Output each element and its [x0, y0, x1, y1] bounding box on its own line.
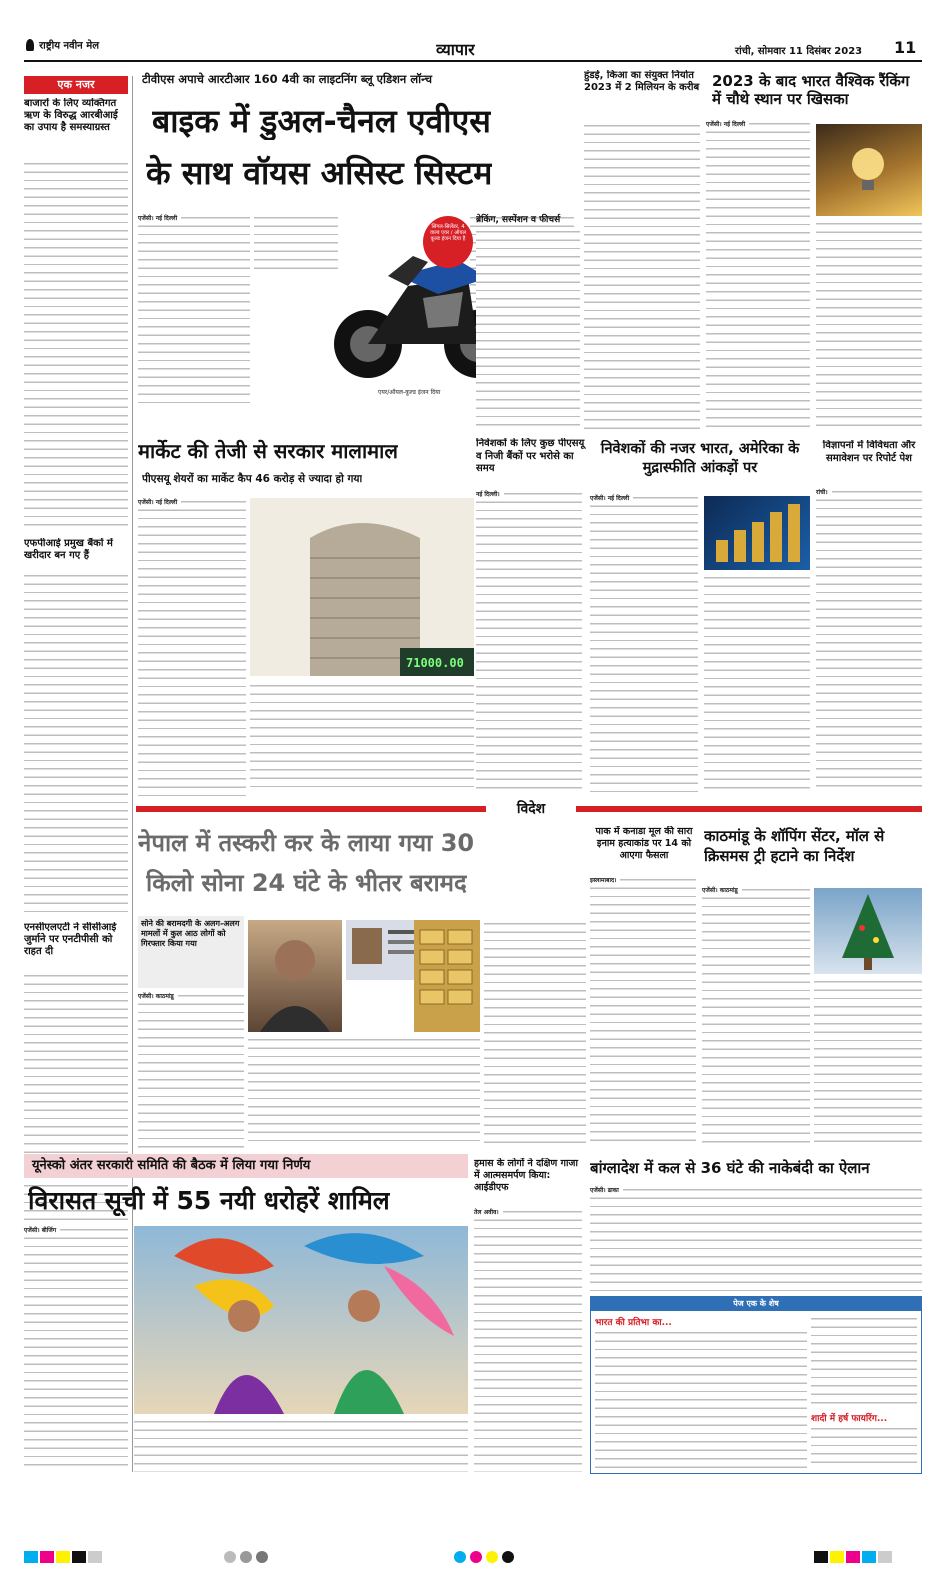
- unesco-story: [24, 1154, 468, 1474]
- unesco-dateline: एजेंसी। बीजिंग: [24, 1226, 60, 1234]
- tvs-dateline: एजेंसी। नई दिल्ली: [138, 214, 181, 222]
- inflation-body-1: [590, 494, 698, 792]
- pak-body: [590, 876, 696, 1148]
- sidebar-label: [24, 76, 128, 94]
- hamas-dateline: तेल अवीव।: [474, 1208, 503, 1216]
- print-registration-marks: [24, 1546, 922, 1562]
- gold-bars-photo: [414, 920, 480, 1032]
- nepal-headline-2: किलो सोना 24 घंटे के भीतर बरामद: [146, 869, 467, 897]
- hamas-story: [474, 1156, 586, 1474]
- nepal-subhead: सोने की बरामदगी के अलग-अलग मामलों में कुल आठ लोगों को गिरफ्तार किया गया: [141, 919, 240, 948]
- ranking-body-2: [816, 220, 922, 432]
- bangladesh-story: [590, 1156, 922, 1474]
- inflation-body-2: [704, 574, 810, 792]
- sidebar-headline-2: एफपीआई प्रमुख बैंकों में खरीदार बन गए हैं: [24, 538, 113, 561]
- tvs-headline-2: के साथ वॉयस असिस्ट सिस्टम: [146, 154, 493, 192]
- bse-building-photo: [250, 498, 474, 676]
- hyundai-body: [584, 122, 700, 432]
- pak-headline: पाक में कनाडा मूल की सारा इनाम हत्याकांड पर 14 को आएगा फैसला: [595, 826, 693, 861]
- brakes-body: [476, 228, 580, 428]
- nepal-headline-1: नेपाल में तस्करी कर के लाया गया 30: [138, 829, 475, 857]
- videsh-label: [486, 798, 576, 820]
- nepal-body-2: [248, 1036, 480, 1148]
- cmyk-strip-left: [24, 1548, 104, 1567]
- bangladesh-body: [590, 1186, 922, 1292]
- pak-story: [590, 822, 698, 1152]
- tvs-kicker: टीवीएस अपाचे आरटीआर 160 4वी का लाइटनिंग ब्लू एडिशन लॉन्च: [142, 72, 433, 86]
- inflation-story: [590, 436, 812, 796]
- christmas-tree-photo: [814, 888, 922, 974]
- masthead: [0, 0, 945, 58]
- ads-dateline: रांची।: [816, 488, 832, 496]
- tvs-body-col-2: [254, 214, 338, 272]
- brakes-story: [476, 212, 580, 442]
- carnival-dancers-photo: [134, 1226, 468, 1414]
- page-one-band: [591, 1297, 921, 1311]
- hyundai-story: [582, 66, 702, 438]
- page-number: 11: [894, 38, 917, 57]
- kathmandu-headline: काठमांडू के शॉपिंग सेंटर, मॉल से क्रिसमस ट्री हटाने का निर्देश: [704, 827, 885, 865]
- kathmandu-body-2: [814, 978, 922, 1148]
- investors-body: [476, 490, 582, 790]
- ranking-body-1: [706, 120, 810, 432]
- nepal-subhead-box: [138, 916, 244, 988]
- ads-body: [816, 488, 922, 792]
- ranking-story: [706, 66, 922, 438]
- tvs-headline-1: बाइक में डुअल-चैनल एवीएस: [152, 102, 491, 140]
- tvs-photo-caption: एयर/ऑयल-कूल्ड इंजन दिया: [378, 389, 441, 396]
- sidebar-body-2: [24, 572, 128, 912]
- page-one-body-3: [811, 1425, 917, 1469]
- tvs-subhead: ब्रेकिंग, सस्पेंशन व फीचर्स: [476, 215, 561, 225]
- sidebar-label-text: एक नजर: [57, 78, 95, 91]
- page-one-box: [590, 1296, 922, 1474]
- sidebar-headline-3: एनसीएलएटी ने सीसीआई जुर्माने पर एनटीपीसी को राहत दी: [24, 922, 117, 957]
- ads-headline: विज्ञापनों में विविधता और समावेशन पर रिपोर्ट पेश: [822, 440, 916, 464]
- market-subhead: पीएसयू शेयरों का मार्केट कैप 46 करोड़ से ज्यादा हो गया: [142, 473, 363, 485]
- nepal-body-1: [138, 992, 244, 1148]
- market-story: [138, 436, 474, 796]
- nepal-suspect-photo: [248, 920, 342, 1032]
- flame-icon: [26, 39, 34, 51]
- tvs-badge: [423, 216, 473, 268]
- ranking-dateline: एजेंसी। नई दिल्ली: [706, 120, 749, 128]
- page-one-headline-1: भारत की प्रतिभा का...: [595, 1318, 672, 1328]
- market-body: [138, 498, 246, 796]
- ads-story: [816, 436, 922, 796]
- videsh-band: [136, 798, 922, 820]
- tvs-badge-text: सिंगल-सिलेंडर, 4 वाल्व एयर / ऑयल कूल्ड इंजन दिया है: [430, 224, 466, 243]
- sidebar-headline-1: बाजारों के लिए व्यक्तिगत ऋण के विरुद्ध आरबीआई का उपाय है समस्याग्रस्त: [24, 98, 118, 133]
- tvs-body-col-1: [138, 214, 250, 404]
- page-one-label: पेज एक के शेष: [733, 1299, 779, 1308]
- investors-dateline: नई दिल्ली।: [476, 490, 504, 498]
- hyundai-headline: हुंडई, किआ का संयुक्त निर्यात 2023 में 2 मिलियन के करीब: [584, 70, 700, 93]
- videsh-label-text: विदेश: [516, 801, 546, 817]
- brand-logo: [26, 34, 156, 52]
- unesco-body-1: [24, 1226, 128, 1472]
- unesco-body-2: [134, 1418, 468, 1472]
- kathmandu-story: [702, 822, 922, 1152]
- nepal-dateline: एजेंसी। काठमांडू: [138, 992, 178, 1000]
- hamas-body: [474, 1208, 582, 1472]
- nepal-story: [138, 822, 588, 1152]
- ranking-headline: 2023 के बाद भारत वैश्विक रैंकिंग में चौथे स्थान पर खिसका: [712, 72, 910, 108]
- sidebar-body-1: [24, 160, 128, 530]
- brand-name: राष्ट्रीय नवीन मेल: [39, 40, 99, 52]
- investors-story: [476, 436, 586, 796]
- cmyk-strip-center: [454, 1548, 518, 1567]
- bangladesh-dateline: एजेंसी। ढाका: [590, 1186, 623, 1194]
- bangladesh-headline: बांग्लादेश में कल से 36 घंटे की नाकेबंदी का ऐलान: [590, 1159, 870, 1177]
- section-title: व्यापार: [436, 40, 475, 59]
- page-one-body-1: [595, 1329, 807, 1469]
- cmyk-strip-right: [814, 1548, 894, 1567]
- hamas-headline: हमास के लोगों ने दक्षिण गाजा में आत्मसमर्पण किया: आईडीएफ: [474, 1158, 578, 1193]
- lightbulb-photo: [816, 124, 922, 216]
- kathmandu-body-1: [702, 886, 810, 1148]
- kathmandu-dateline: एजेंसी। काठमांडू: [702, 886, 742, 894]
- market-dateline: एजेंसी। नई दिल्ली: [138, 498, 181, 506]
- pak-dateline: इस्लामाबाद।: [590, 876, 620, 884]
- investors-headline: निवेशकों के लिए कुछ पीएसयू व निजी बैंकों पर भरोसे का समय: [476, 438, 585, 474]
- coins-chart-photo: [704, 496, 810, 570]
- masthead-rule: [24, 60, 922, 62]
- inflation-dateline: एजेंसी। नई दिल्ली: [590, 494, 633, 502]
- nepal-body-3: [484, 920, 586, 1148]
- unesco-kicker-band: [24, 1154, 468, 1178]
- unesco-headline: विरासत सूची में 55 नयी धरोहरें शामिल: [28, 1186, 390, 1215]
- dateline: रांची, सोमवार 11 दिसंबर 2023: [735, 46, 863, 57]
- page-one-headline-2: शादी में हर्ष फायरिंग...: [811, 1414, 888, 1424]
- ticker-display: 71000.00: [406, 656, 464, 670]
- inflation-headline: निवेशकों की नजर भारत, अमेरिका के मुद्रास्फीति आंकड़ों पर: [600, 441, 800, 476]
- market-headline: मार्केट की तेजी से सरकार मालामाल: [138, 439, 398, 463]
- unesco-kicker: यूनेस्को अंतर सरकारी समिति की बैठक में लिया गया निर्णय: [32, 1158, 311, 1173]
- page-one-body-2: [811, 1315, 917, 1405]
- registration-dots: [224, 1548, 272, 1567]
- market-body-cols: [250, 682, 474, 794]
